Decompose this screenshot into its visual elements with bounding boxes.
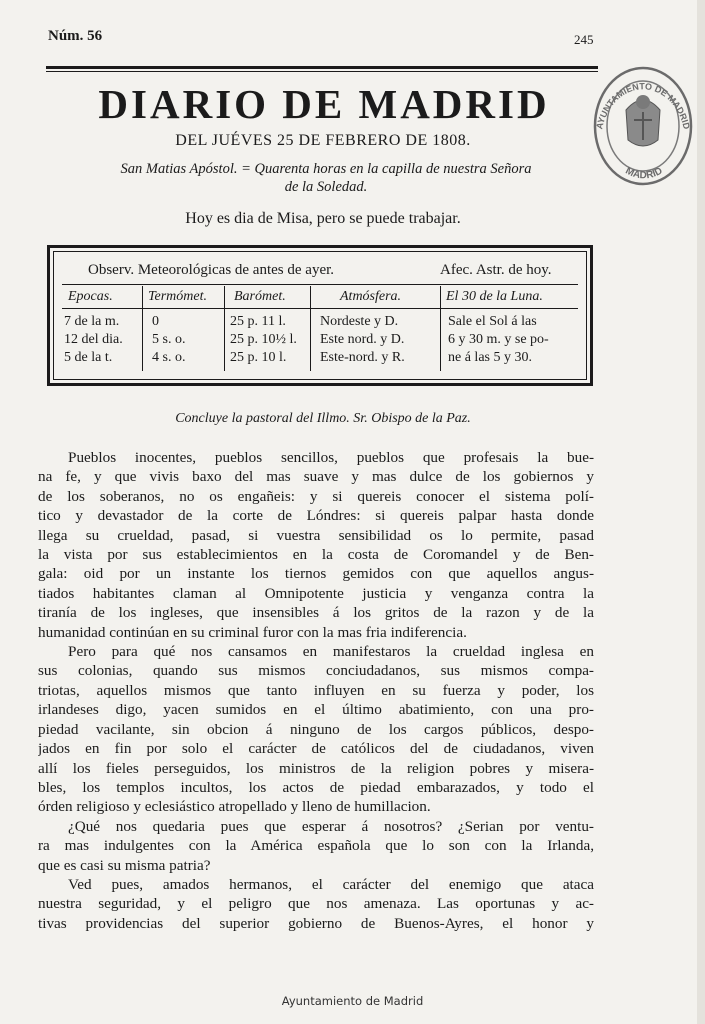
weather-col-sep	[310, 286, 311, 371]
termometro-cell: 0	[152, 314, 159, 329]
masthead-rule-top	[46, 66, 598, 69]
weather-heading-astro: Afec. Astr. de hoy.	[440, 262, 552, 278]
termometro-cell: 5 s. o.	[152, 332, 186, 347]
stamp-text-top: AYUNTAMIENTO DE MADRID	[594, 81, 692, 131]
weather-col-sep	[142, 286, 143, 371]
barometro-cell: 25 p. 10½ l.	[230, 332, 297, 347]
weather-divider-top	[62, 284, 578, 285]
library-stamp	[588, 40, 694, 186]
article-line: tico y devastador de la corte de Lóndres: si quereis palpar hasta donde	[38, 507, 594, 525]
page-edge	[697, 0, 705, 1024]
barometro-cell: 25 p. 11 l.	[230, 314, 286, 329]
article-line: sus colonias, quando sus mismos conciudadanos, sus mismos compa-	[38, 662, 594, 680]
col-termometro: Termómet.	[148, 289, 207, 304]
dateline: DEL JUÉVES 25 DE FEBRERO DE 1808.	[175, 132, 471, 149]
article-line: Ved pues, amados hermanos, el carácter del enemigo que ataca	[68, 875, 594, 893]
weather-col-sep	[224, 286, 225, 371]
col-luna: El 30 de la Luna.	[446, 289, 543, 304]
weather-table-inner	[53, 251, 587, 380]
article-line: tivas providencias del superior gobierno de Buenos-Ayres, el honor y	[38, 914, 594, 932]
article-line: llega su crueldad, pasad, si vuestra sensibilidad os lo permite, pasad	[38, 526, 594, 544]
article-line: Pueblos inocentes, pueblos sencillos, pueblos que profesais la bue-	[68, 449, 594, 466]
saint-of-day	[56, 160, 596, 196]
article-line: triotas, aquellos mismos que tanto influyen en su fuerza y poder, los	[38, 681, 594, 699]
col-barometro: Barómet.	[234, 289, 286, 304]
article-line: de los soberanos, no os engañeis: y si quereis conocer el sistema polí-	[38, 487, 594, 505]
article-line: ¿Qué nos quedaria pues que esperar á nosotros? ¿Serian por ventu-	[68, 817, 594, 835]
masthead-title: DIARIO DE MADRID	[98, 81, 550, 127]
saint-line-1: San Matias Apóstol. = Quarenta horas en la capilla de nuestra Señora	[120, 161, 532, 177]
saint-line-2: de la Soledad.	[284, 179, 368, 195]
stamp-text-bottom: MADRID	[623, 165, 665, 182]
article-line: tiranía de los ingleses, que insensibles á los gritos de la razon y de la	[38, 604, 594, 622]
article-intro: Concluye la pastoral del Illmo. Sr. Obispo de la Paz.	[175, 411, 471, 426]
weather-table	[47, 245, 593, 386]
epoca-cell: 5 de la t.	[64, 350, 113, 365]
article-line: irlandeses digo, yacen sumidos en el último abatimiento, con una pro-	[38, 701, 594, 719]
article-line: nuestra seguridad, y el peligro que nos amenaza. Las oportunas y ac-	[38, 895, 594, 913]
weather-heading-observations: Observ. Meteorológicas de antes de ayer.	[88, 262, 335, 278]
mass-notice: Hoy es dia de Misa, pero se puede trabajar.	[185, 210, 461, 227]
termometro-cell: 4 s. o.	[152, 350, 186, 365]
article-line: la vista por sus establecimientos en la costa de Coromandel y de Ben-	[38, 546, 594, 564]
article-line: tiados habitantes claman al Omnipotente justicia y venganza contra la	[38, 584, 594, 602]
coat-of-arms-icon	[626, 95, 660, 146]
footer-credit: Ayuntamiento de Madrid	[281, 994, 424, 1008]
article-line: Pero para qué nos cansamos en manifestaros la crueldad inglesa en	[68, 643, 594, 661]
article-line: ra mas indulgentes con la América española que lo son con la Irlanda,	[38, 837, 594, 855]
weather-divider-head	[62, 308, 578, 309]
article-line: piedad vacilante, sin obcion á ninguno de los cargos públicos, despo-	[38, 720, 594, 738]
atmosfera-cell: Este nord. y D.	[320, 332, 405, 347]
page-number: 245	[574, 32, 594, 47]
article-line: allí los fieles perseguidos, los ministros de la religion pobres y misera-	[38, 759, 594, 777]
atmosfera-cell: Nordeste y D.	[320, 314, 399, 329]
masthead-rule-thin	[46, 71, 598, 72]
issue-number: Núm. 56	[48, 28, 103, 44]
article-line: órden religioso y eclesiástico atropellado y lleno de humillacion.	[38, 798, 431, 816]
article-line: na fe, y que vivis baxo del mas suave y mas dulce de los gobiernos y	[38, 468, 594, 486]
luna-line: 6 y 30 m. y se po-	[448, 332, 549, 347]
weather-col-sep	[440, 286, 441, 371]
article-line: que es casi su misma patria?	[38, 856, 211, 874]
luna-line: ne á las 5 y 30.	[448, 350, 532, 365]
barometro-cell: 25 p. 10 l.	[230, 350, 287, 365]
article-line: humanidad continúan en su criminal furor con la mas fria indiferencia.	[38, 623, 467, 641]
article-line: bles, los templos incultos, los actos de piedad embarazados, y todo el	[38, 778, 594, 796]
article-body	[38, 448, 594, 933]
article-line: gala: oid por un instante los tiernos gemidos con que aquellos angus-	[38, 565, 594, 583]
col-atmosfera: Atmósfera.	[340, 289, 402, 304]
atmosfera-cell: Este-nord. y R.	[320, 350, 405, 365]
col-epocas: Epocas.	[68, 289, 113, 304]
article-line: jados en fin por solo el carácter de católicos del de ciudadanos, viven	[38, 740, 594, 758]
epoca-cell: 12 del dia.	[64, 332, 123, 347]
epoca-cell: 7 de la m.	[64, 314, 120, 329]
luna-line: Sale el Sol á las	[448, 314, 537, 329]
